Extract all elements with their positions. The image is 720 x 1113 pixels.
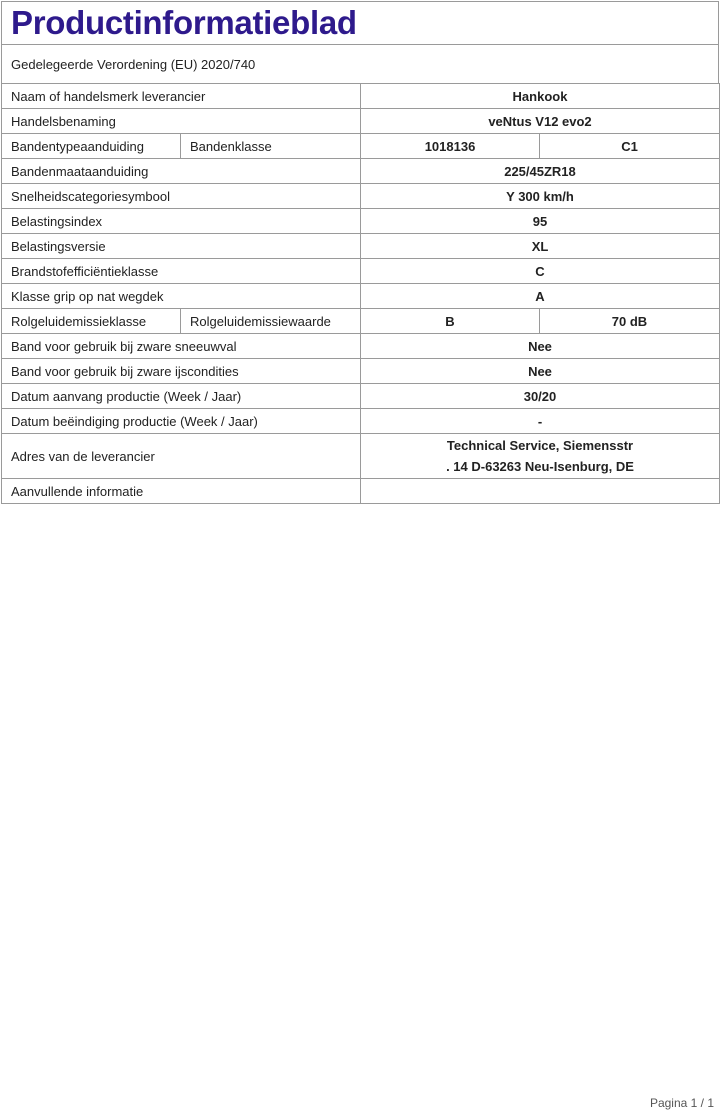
additional-info-label: Aanvullende informatie bbox=[2, 479, 361, 504]
table-row bbox=[2, 409, 720, 434]
address-line-1: Technical Service, Siemensstr bbox=[446, 438, 634, 453]
speed-symbol-label: Snelheidscategoriesymbool bbox=[2, 184, 361, 209]
tyre-size-value: 225/45ZR18 bbox=[361, 159, 720, 184]
tyre-size-label: Bandenmaataanduiding bbox=[2, 159, 361, 184]
table-row bbox=[2, 134, 720, 159]
noise-db-value: 70 dB bbox=[540, 309, 720, 334]
supplier-value: Hankook bbox=[361, 84, 720, 109]
load-index-label: Belastingsindex bbox=[2, 209, 361, 234]
table-row bbox=[2, 109, 720, 134]
product-information-sheet bbox=[1, 1, 719, 504]
additional-info-value bbox=[361, 479, 720, 504]
trade-name-value: veNtus V12 evo2 bbox=[361, 109, 720, 134]
fuel-class-label: Brandstofefficiëntieklasse bbox=[2, 259, 361, 284]
table-row bbox=[2, 209, 720, 234]
production-end-value: - bbox=[361, 409, 720, 434]
table-row bbox=[2, 479, 720, 504]
table-row bbox=[2, 184, 720, 209]
page-number: Pagina 1 / 1 bbox=[649, 1096, 714, 1110]
ice-label: Band voor gebruik bij zware ijscondities bbox=[2, 359, 361, 384]
noise-class-value: B bbox=[361, 309, 540, 334]
snow-value: Nee bbox=[361, 334, 720, 359]
page-title: Productinformatieblad bbox=[1, 1, 719, 44]
regulation-subtitle: Gedelegeerde Verordening (EU) 2020/740 bbox=[1, 44, 719, 83]
table-row bbox=[2, 159, 720, 184]
table-row bbox=[2, 259, 720, 284]
table-row bbox=[2, 84, 720, 109]
noise-value-label: Rolgeluidemissiewaarde bbox=[181, 309, 361, 334]
fuel-class-value: C bbox=[361, 259, 720, 284]
supplier-label: Naam of handelsmerk leverancier bbox=[2, 84, 361, 109]
table-row bbox=[2, 434, 720, 479]
tyre-class-label: Bandenklasse bbox=[181, 134, 361, 159]
table-row bbox=[2, 359, 720, 384]
speed-symbol-value: Y 300 km/h bbox=[361, 184, 720, 209]
production-start-value: 30/20 bbox=[361, 384, 720, 409]
supplier-address-label: Adres van de leverancier bbox=[2, 434, 361, 479]
load-index-value: 95 bbox=[361, 209, 720, 234]
table-row bbox=[2, 309, 720, 334]
production-end-label: Datum beëindiging productie (Week / Jaar) bbox=[2, 409, 361, 434]
wet-grip-label: Klasse grip op nat wegdek bbox=[2, 284, 361, 309]
trade-name-label: Handelsbenaming bbox=[2, 109, 361, 134]
load-version-label: Belastingsversie bbox=[2, 234, 361, 259]
tyre-class-value: C1 bbox=[540, 134, 720, 159]
production-start-label: Datum aanvang productie (Week / Jaar) bbox=[2, 384, 361, 409]
product-info-table bbox=[1, 83, 720, 504]
noise-class-label: Rolgeluidemissieklasse bbox=[2, 309, 181, 334]
snow-label: Band voor gebruik bij zware sneeuwval bbox=[2, 334, 361, 359]
tyre-type-value: 1018136 bbox=[361, 134, 540, 159]
table-row bbox=[2, 234, 720, 259]
load-version-value: XL bbox=[361, 234, 720, 259]
table-row bbox=[2, 284, 720, 309]
wet-grip-value: A bbox=[361, 284, 720, 309]
supplier-address-value bbox=[361, 434, 720, 479]
ice-value: Nee bbox=[361, 359, 720, 384]
table-row bbox=[2, 384, 720, 409]
tyre-type-label: Bandentypeaanduiding bbox=[2, 134, 181, 159]
address-line-2: . 14 D-63263 Neu-Isenburg, DE bbox=[446, 459, 634, 474]
table-row bbox=[2, 334, 720, 359]
